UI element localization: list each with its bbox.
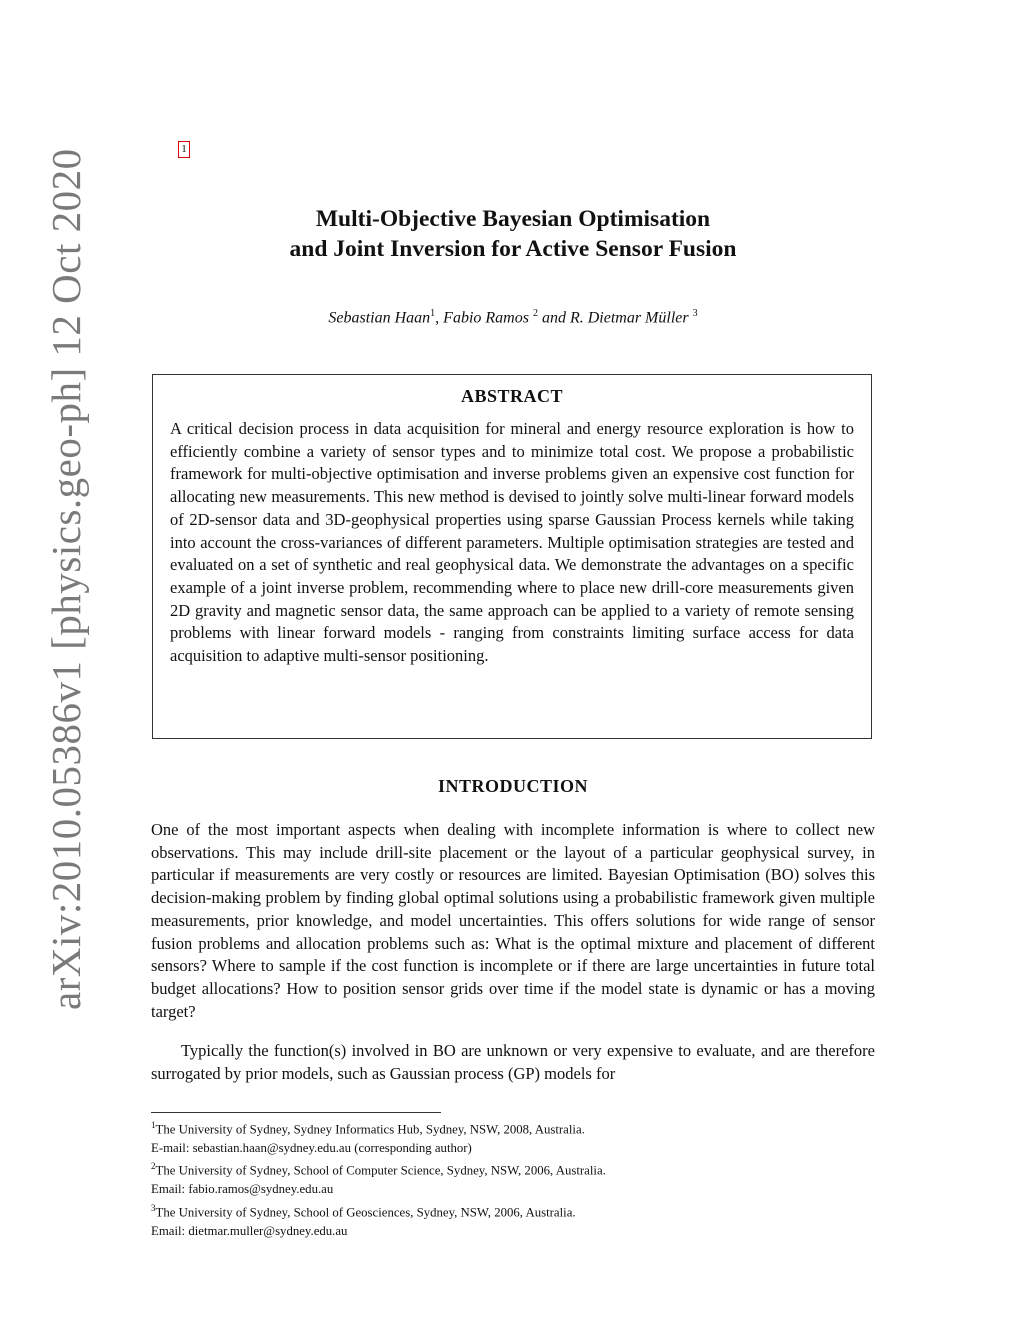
- footnote-3: [151, 1199, 875, 1222]
- paper-title: [150, 204, 876, 264]
- footnote-1: [151, 1116, 875, 1139]
- footnote-3-marker: 3: [151, 1202, 156, 1213]
- footnote-1-affiliation: The University of Sydney, Sydney Informatics Hub, Sydney, NSW, 2008, Australia.: [155, 1122, 585, 1137]
- introduction-paragraph-2: Typically the function(s) involved in BO are unknown or very expensive to evaluate, and are therefore surrogated by prior models, such as Gaussian process (GP) models for: [151, 1041, 875, 1083]
- footnote-1-marker: 1: [151, 1120, 156, 1130]
- author-2-affiliation[interactable]: 2: [532, 308, 538, 319]
- author-2-name: Fabio Ramos: [443, 309, 533, 327]
- footnotes: [151, 1116, 875, 1240]
- paper-title-line-2: and Joint Inversion for Active Sensor Fusion: [289, 236, 737, 262]
- footnote-2: [151, 1157, 875, 1180]
- author-1-name: Sebastian Haan: [328, 309, 431, 327]
- author-3-name: R. Dietmar Müller: [569, 309, 693, 327]
- footnote-divider: [151, 1112, 441, 1113]
- introduction-heading: INTRODUCTION: [437, 776, 589, 796]
- footnote-2-affiliation: The University of Sydney, School of Computer Science, Sydney, NSW, 2006, Australia.: [155, 1163, 606, 1178]
- author-separator-2: and: [537, 309, 570, 327]
- author-1-affiliation[interactable]: 1: [430, 308, 436, 319]
- introduction-paragraph-1: One of the most important aspects when dealing with incomplete information is where to collect new observations. This may include drill-site placement or the layout of a particular geophysical survey, in particular if measurements are very costly or resources are limited. Bayesian Optimisation (BO) solves this decision-making problem by finding global optimal solutions using a probabilistic framework given multiple measurements, prior knowledge, and model uncertainties. This offers solutions for wide range of sensor fusion problems and allocation problems such as: What is the optimal mixture and placement of different sensors? Where to sample if the cost function is incomplete or if there are large uncertainties in future total budget allocations? How to position sensor grids over time if the model state is dynamic or has a moving target?: [151, 820, 875, 1021]
- footnote-3-affiliation: The University of Sydney, School of Geosciences, Sydney, NSW, 2006, Australia.: [155, 1205, 576, 1220]
- footnote-2-email[interactable]: Email: fabio.ramos@sydney.edu.au: [151, 1182, 334, 1197]
- title-footnote-link[interactable]: 1: [178, 141, 190, 158]
- author-list: [150, 308, 876, 327]
- abstract-box: [152, 374, 872, 739]
- arxiv-identifier-stamp[interactable]: arXiv:2010.05386v1 [physics.geo-ph] 12 Oct 2020: [43, 148, 89, 1010]
- paper-title-line-1: Multi-Objective Bayesian Optimisation: [315, 206, 711, 232]
- abstract-heading: ABSTRACT: [460, 386, 564, 406]
- abstract-text: A critical decision process in data acquisition for mineral and energy resource exploration is how to efficiently combine a variety of sensor types and to minimize total cost. We propose a probabilistic framework for multi-objective optimisation and inverse problems given an expensive cost function for allocating new measurements. This new method is devised to jointly solve multi-linear forward models of 2D-sensor data and 3D-geophysical properties using sparse Gaussian Process kernels while taking into account the cross-variances of different parameters. Multiple optimisation strategies are tested and evaluated on a set of synthetic and real geophysical data. We demonstrate the advantages on a specific example of a joint inverse problem, recommending where to place new drill-core measurements given 2D gravity and magnetic sensor data, the same approach can be applied to a variety of remote sensing problems with linear forward models - ranging from constraints limiting surface access for data acquisition to adaptive multi-sensor positioning.: [170, 419, 854, 666]
- footnote-1-email[interactable]: E-mail: sebastian.haan@sydney.edu.au (corresponding author): [151, 1140, 472, 1155]
- author-3-affiliation[interactable]: 3: [692, 308, 698, 319]
- footnote-2-marker: 2: [151, 1161, 156, 1172]
- footnote-3-email[interactable]: Email: dietmar.muller@sydney.edu.au: [151, 1223, 348, 1238]
- author-separator-1: ,: [435, 309, 444, 327]
